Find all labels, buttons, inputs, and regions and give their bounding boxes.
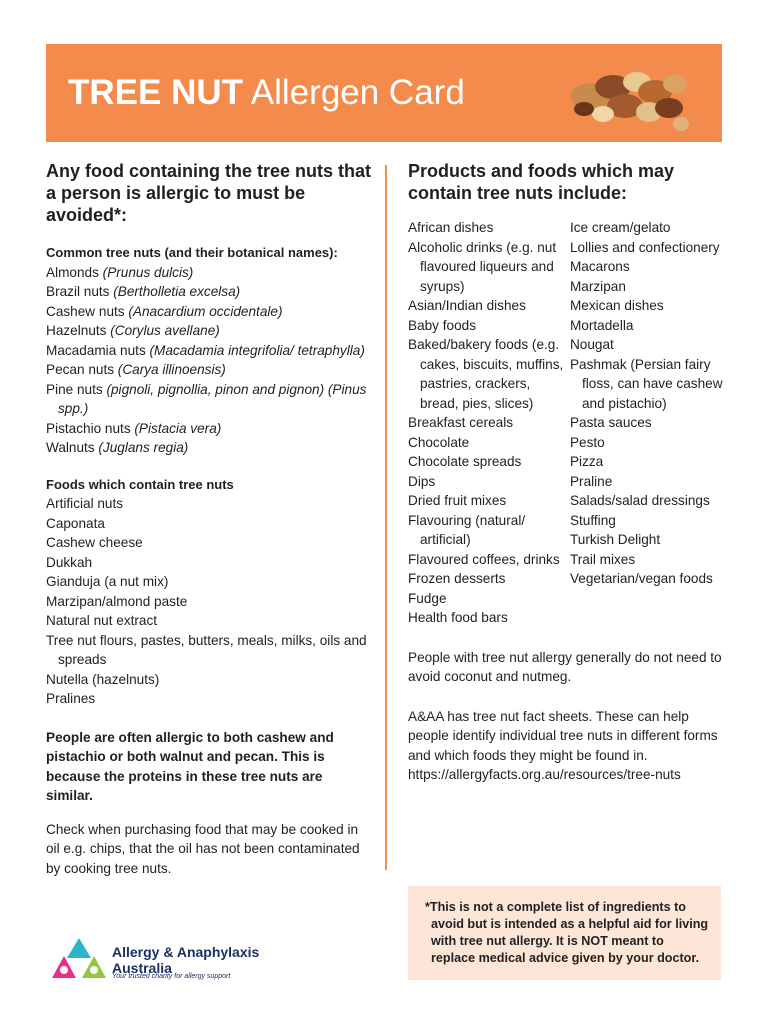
column-divider bbox=[385, 165, 387, 870]
coconut-note: People with tree nut allergy generally do not need to avoid coconut and nutmeg. bbox=[408, 649, 722, 684]
list-item: Fudge bbox=[408, 590, 447, 606]
list-item: Pine nuts (pignoli, pignollia, pinon and pignon) (Pinus spp.) bbox=[46, 381, 367, 416]
list-item: Natural nut extract bbox=[46, 613, 158, 628]
mixed-nuts-image bbox=[551, 54, 701, 134]
list-item: Dukkah bbox=[46, 554, 93, 570]
list-item: Cashew cheese bbox=[46, 535, 143, 550]
list-item: Pasta sauces bbox=[569, 415, 652, 430]
right-column bbox=[408, 160, 728, 785]
foods-heading: Foods which contain tree nuts bbox=[46, 476, 234, 492]
list-item: Nougat bbox=[569, 337, 614, 352]
list-item: Health food bars bbox=[408, 610, 508, 625]
list-item: Turkish Delight bbox=[569, 532, 661, 547]
list-item: Asian/Indian dishes bbox=[408, 298, 526, 313]
list-item: Pralines bbox=[46, 691, 96, 706]
brand-logo bbox=[50, 936, 280, 986]
products-list-col1 bbox=[408, 218, 570, 628]
list-item: Chocolate bbox=[408, 434, 470, 450]
list-item: Trail mixes bbox=[569, 551, 636, 567]
page-title bbox=[68, 72, 465, 114]
list-item: Baked/bakery foods (e.g. cakes, biscuits, muffins, pastries, crackers, bread, pies, slices) bbox=[408, 337, 564, 411]
list-item: Dried fruit mixes bbox=[408, 493, 507, 508]
list-item: Flavoured coffees, drinks bbox=[408, 551, 560, 567]
list-item: Gianduja (a nut mix) bbox=[46, 574, 169, 589]
list-item: Marzipan/almond paste bbox=[46, 593, 188, 609]
logo-tagline: Your trusted charity for allergy support bbox=[112, 973, 231, 980]
left-column bbox=[46, 160, 371, 878]
products-lists bbox=[408, 218, 728, 628]
list-item: Artificial nuts bbox=[46, 496, 124, 511]
list-item: Praline bbox=[569, 473, 613, 489]
common-nuts-heading: Common tree nuts (and their botanical names): bbox=[46, 245, 338, 260]
list-item: Hazelnuts (Corylus avellane) bbox=[46, 323, 220, 338]
list-item: Chocolate spreads bbox=[408, 454, 522, 469]
title-light: Allergen Card bbox=[250, 73, 465, 112]
list-item: Tree nut flours, pastes, butters, meals, milks, oils and spreads bbox=[46, 632, 367, 667]
list-item: Cashew nuts (Anacardium occidentale) bbox=[46, 303, 283, 319]
list-item: Mexican dishes bbox=[569, 298, 664, 313]
list-item: Ice cream/gelato bbox=[569, 220, 671, 235]
list-item: Brazil nuts (Bertholletia excelsa) bbox=[46, 284, 241, 299]
list-item: Alcoholic drinks (e.g. nut flavoured liqueurs and syrups) bbox=[408, 239, 557, 294]
list-item: Stuffing bbox=[569, 512, 616, 528]
list-item: Salads/salad dressings bbox=[569, 493, 710, 508]
oil-check-note: Check when purchasing food that may be cooked in oil e.g. chips, that the oil has not been contaminated by cooking tree nuts. bbox=[46, 821, 360, 876]
cross-reactivity-note: People are often allergic to both cashew and pistachio or both walnut and pecan. This is because the proteins in these tree nuts are similar. bbox=[46, 729, 334, 803]
list-item: Lollies and confectionery bbox=[569, 239, 720, 255]
list-item: Macadamia nuts (Macadamia integrifolia/ tetraphylla) bbox=[46, 342, 365, 358]
list-item: Pistachio nuts (Pistacia vera) bbox=[46, 420, 222, 436]
foods-list bbox=[46, 494, 371, 709]
products-list-col2 bbox=[570, 218, 728, 628]
list-item: Pesto bbox=[569, 434, 605, 450]
list-item: Almonds (Prunus dulcis) bbox=[46, 264, 194, 280]
list-item: Frozen desserts bbox=[408, 571, 506, 586]
left-heading: Any food containing the tree nuts that a person is allergic to must be avoided*: bbox=[46, 161, 371, 225]
factsheet-link[interactable]: https://allergyfacts.org.au/resources/tree-nuts bbox=[408, 767, 681, 782]
common-nuts-list bbox=[46, 263, 371, 458]
list-item: Flavouring (natural/ artificial) bbox=[408, 512, 526, 547]
logo-name: Allergy & Anaphylaxis Australia bbox=[112, 944, 260, 976]
logo-triangles-icon bbox=[50, 936, 108, 986]
disclaimer-box bbox=[408, 886, 721, 980]
title-bold: TREE NUT bbox=[68, 73, 243, 112]
list-item: African dishes bbox=[408, 220, 494, 235]
list-item: Walnuts (Juglans regia) bbox=[46, 440, 189, 455]
list-item: Pecan nuts (Carya illinoensis) bbox=[46, 362, 226, 377]
list-item: Breakfast cereals bbox=[408, 415, 514, 430]
list-item: Dips bbox=[408, 473, 436, 489]
list-item: Marzipan bbox=[569, 278, 626, 294]
list-item: Caponata bbox=[46, 515, 105, 531]
factsheet-note: A&AA has tree nut fact sheets. These can help people identify individual tree nuts in different forms and which foods they might be found in. https://allergyfacts.org.au/resources/tree-nuts bbox=[408, 708, 718, 782]
list-item: Pashmak (Persian fairy floss, can have cashew and pistachio) bbox=[569, 356, 723, 411]
list-item: Pizza bbox=[569, 454, 604, 469]
list-item: Macarons bbox=[569, 259, 630, 274]
list-item: Mortadella bbox=[569, 317, 634, 333]
list-item: Baby foods bbox=[408, 317, 477, 333]
list-item: Vegetarian/vegan foods bbox=[569, 571, 713, 586]
disclaimer-text: *This is not a complete list of ingredients to avoid but is intended as a helpful aid for living with tree nut allergy. It is NOT meant to replace medical advice given by your doctor. bbox=[425, 900, 709, 965]
right-heading: Products and foods which may contain tree nuts include: bbox=[408, 161, 675, 203]
list-item: Nutella (hazelnuts) bbox=[46, 671, 160, 687]
header-banner bbox=[46, 44, 722, 142]
